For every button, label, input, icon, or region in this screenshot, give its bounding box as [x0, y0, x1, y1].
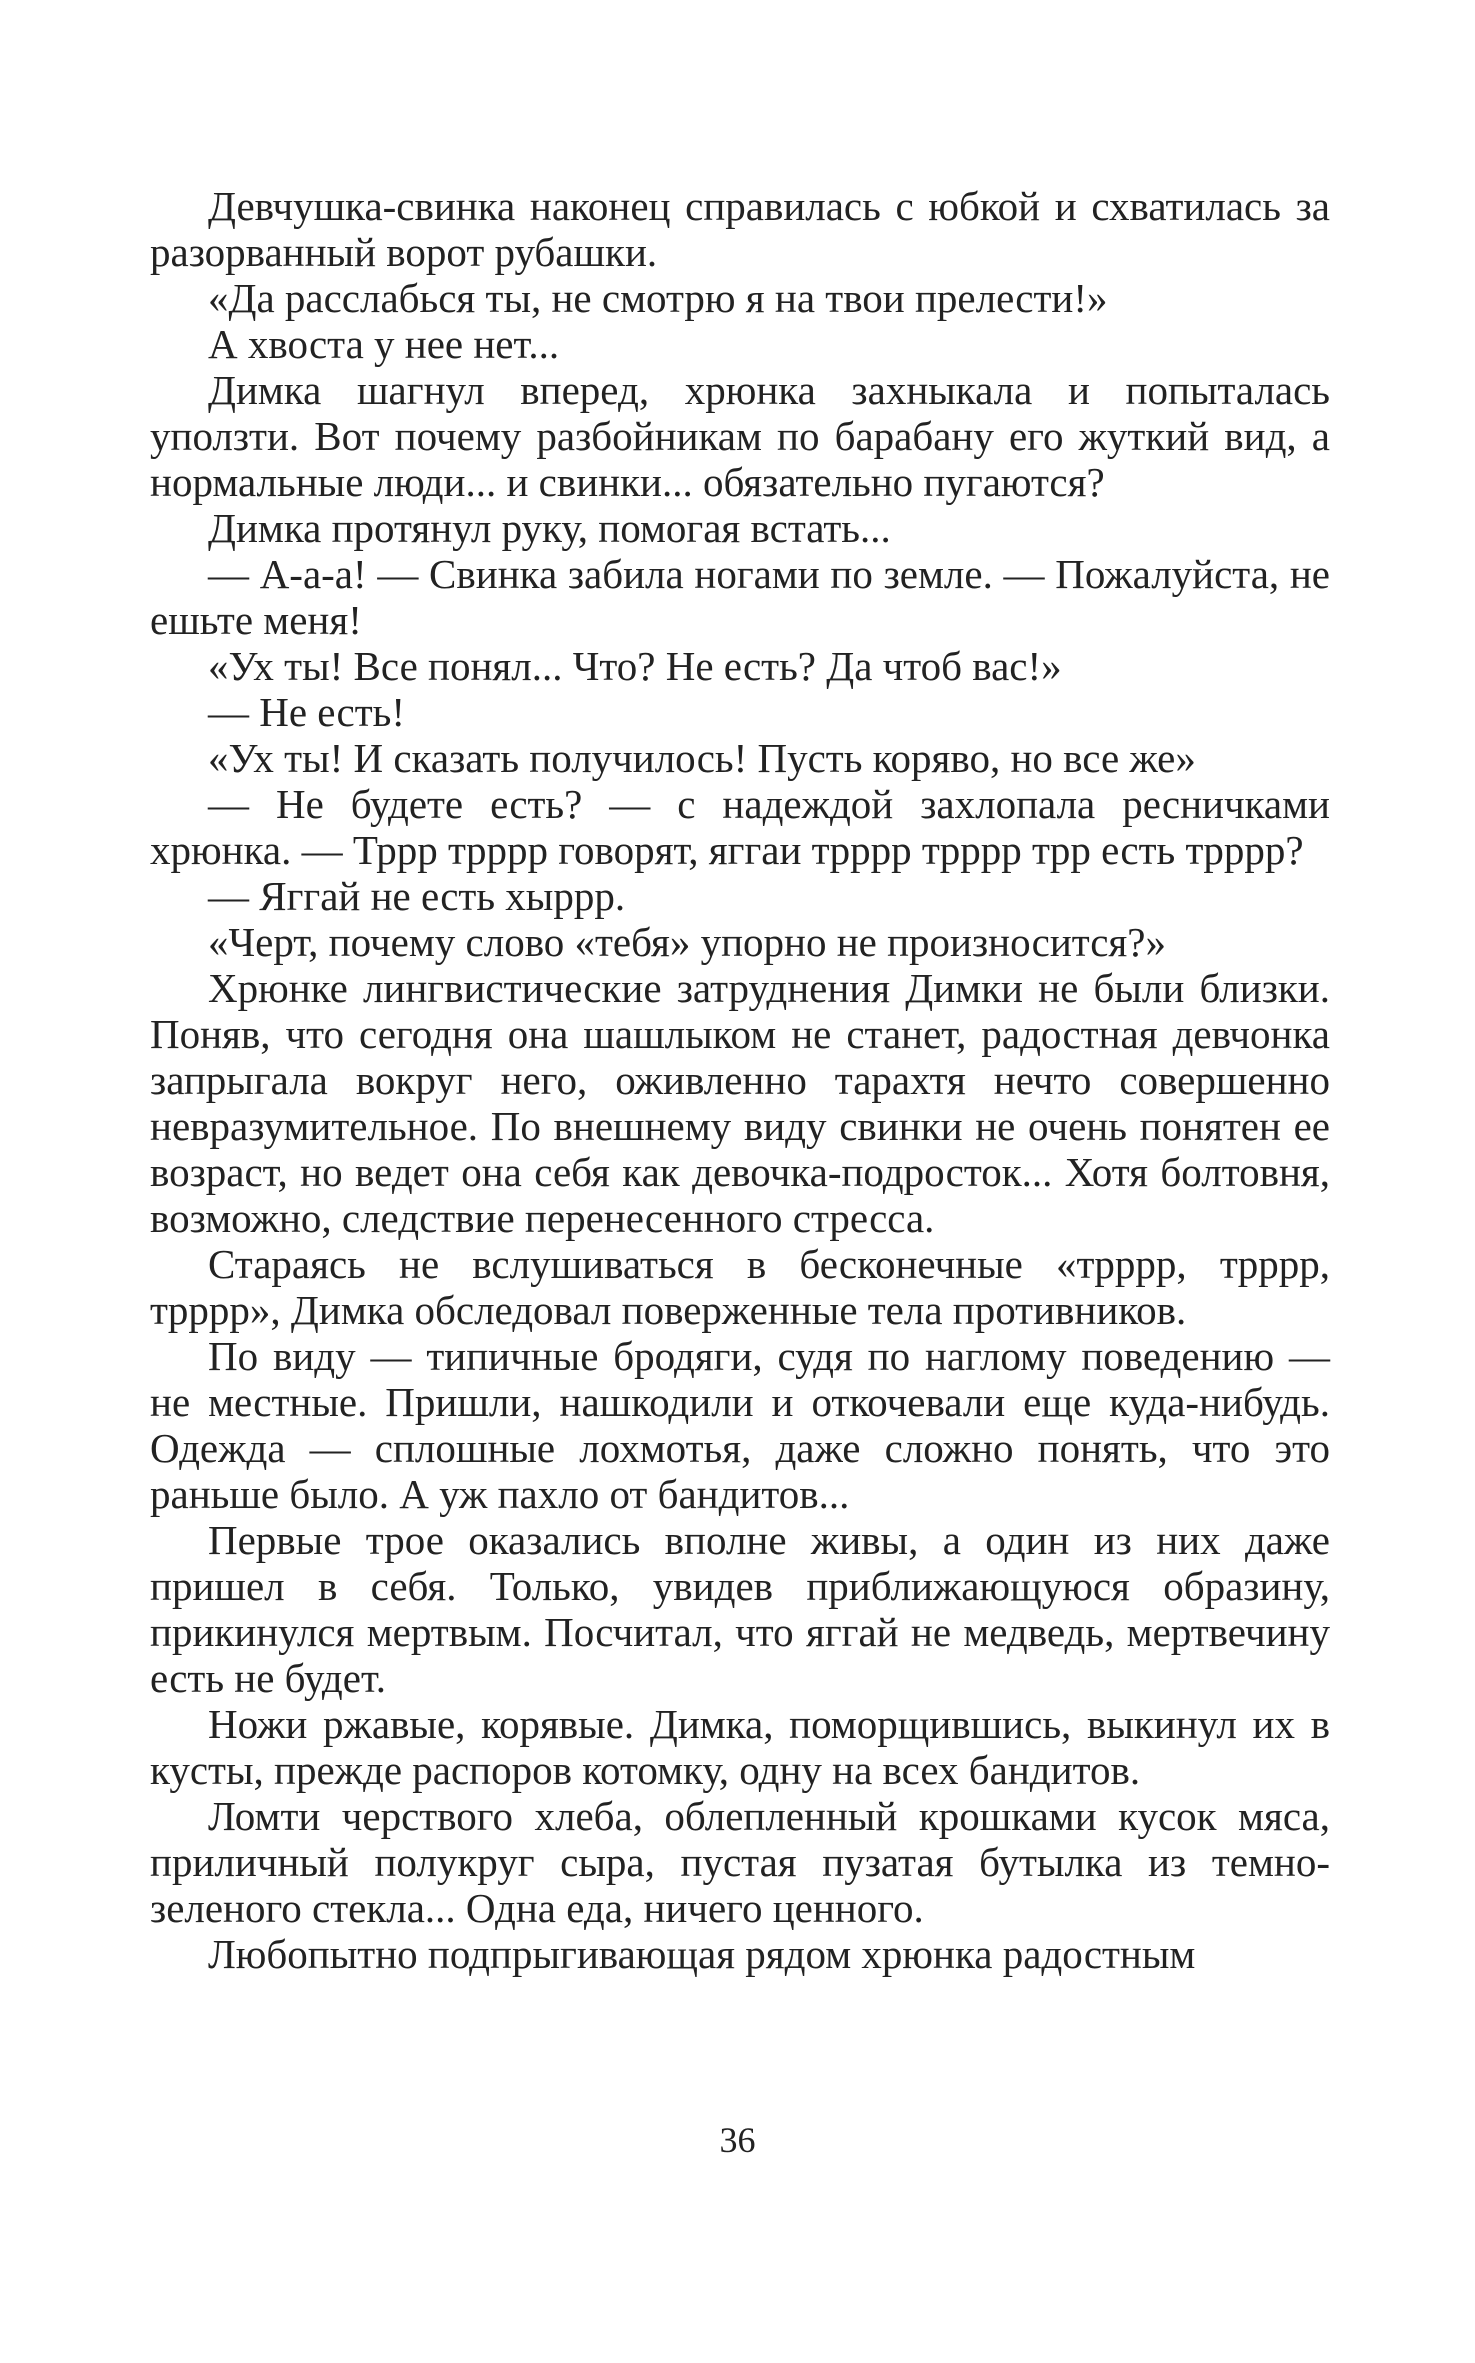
- paragraph: А хвоста у нее нет...: [208, 321, 560, 367]
- paragraph: Стараясь не вслушиваться в бесконечные «тpppp, тpppp, тpppp», Димка обследовал поверженные тела противников.: [150, 1241, 1330, 1333]
- paragraph: «Да расслабься ты, не смотрю я на твои прелести!»: [208, 275, 1108, 321]
- paragraph: Первые трое оказались вполне живы, а один из них даже пришел в себя. Только, увидев приближающуюся образину, прикинулся мертвым. Посчитал, что яггай не медведь, мертвечину есть не будет.: [150, 1517, 1330, 1701]
- paragraph: Девчушка-свинка наконец справилась с юбкой и схватилась за разорванный ворот рубашки.: [150, 183, 1330, 275]
- paragraph: Любопытно подпрыгивающая рядом хрюнка радостным: [208, 1931, 1196, 1977]
- page-number: 36: [719, 2120, 756, 2160]
- paragraph: Димка протянул руку, помогая встать...: [208, 505, 891, 551]
- paragraph: — Не будете есть? — с надеждой захлопала ресничками хрюнка. — Трpp тpppp говорят, яггаи тpppp тpppp тpp есть тpppp?: [150, 781, 1330, 873]
- paragraph: Хрюнке лингвистические затруднения Димки не были близки. Поняв, что сегодня она шашлыком не станет, радостная девчонка запрыгала вокруг него, оживленно тарахтя нечто совершенно невразумительное. По внешнему виду свинки не очень понятен ее возраст, но ведет она себя как девочка-подросток... Хотя болтовня, возможно, следствие перенесенного стресса.: [150, 965, 1330, 1241]
- paragraph: По виду — типичные бродяги, судя по наглому поведению — не местные. Пришли, нашкодили и откочевали еще куда-нибудь. Одежда — сплошные лохмотья, даже сложно понять, что это раньше было. А уж пахло от бандитов...: [150, 1333, 1330, 1517]
- paragraph: — Не есть!: [208, 689, 405, 735]
- page-text: [150, 183, 1330, 1977]
- paragraph: «Ух ты! Все понял... Что? Не есть? Да чтоб вас!»: [208, 643, 1062, 689]
- paragraph: Ножи ржавые, корявые. Димка, поморщившись, выкинул их в кусты, прежде распоров котомку, одну на всех бандитов.: [150, 1701, 1330, 1793]
- paragraph: Ломти черствого хлеба, облепленный крошками кусок мяса, приличный полукруг сыра, пустая пузатая бутылка из темно-зеленого стекла... Одна еда, ничего ценного.: [150, 1793, 1330, 1931]
- paragraph: «Черт, почему слово «тебя» упорно не произносится?»: [208, 919, 1166, 965]
- paragraph: — А-а-а! — Свинка забила ногами по земле. — Пожалуйста, не ешьте меня!: [150, 551, 1330, 643]
- paragraph: Димка шагнул вперед, хрюнка захныкала и попыталась уползти. Вот почему разбойникам по барабану его жуткий вид, а нормальные люди... и свинки... обязательно пугаются?: [150, 367, 1330, 505]
- paragraph: «Ух ты! И сказать получилось! Пусть коряво, но все же»: [208, 735, 1196, 781]
- paragraph: — Яггай не есть хыррр.: [208, 873, 626, 919]
